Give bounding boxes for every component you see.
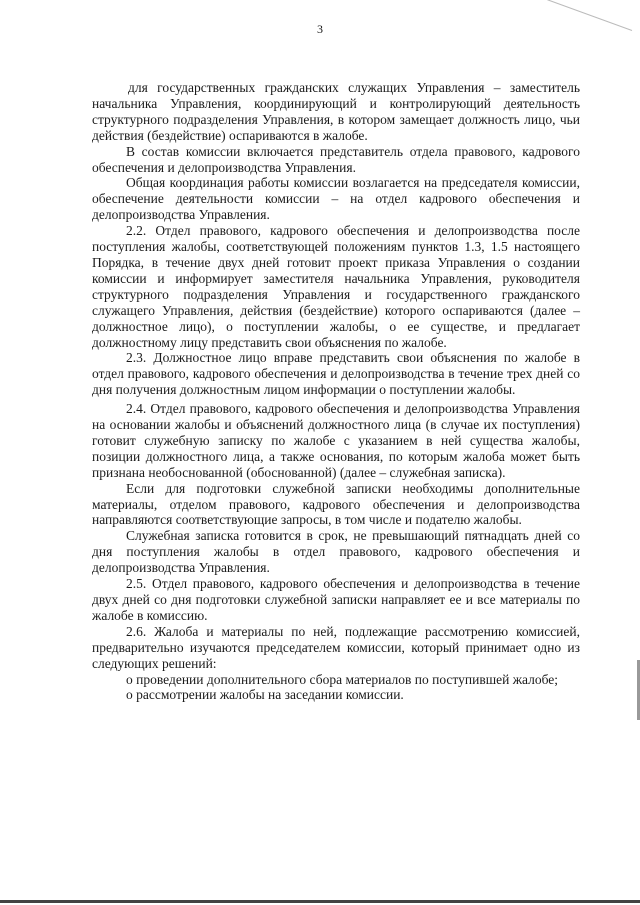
page-number: 3	[317, 22, 323, 36]
paragraph-additional-materials: Если для подготовки служебной записки необходимы дополнительные материалы, отделом правового, кадрового обеспечения и делопроизводства направляются соответствующие запросы, в том числе и подателю жалобы.	[92, 480, 580, 528]
paragraph-2-4: 2.4. Отдел правового, кадрового обеспечения и делопроизводства Управления на основании жалобы и объяснений должностного лица (в случае их поступления) готовит служебную записку по жалобе с указанием в ней существа жалобы, позиции должностного лица, а также основания, по которым жалоба может быть признана необоснованной (обоснованной) (далее – служебная записка).	[92, 401, 580, 480]
paragraph-2: В состав комиссии включается представитель отдела правового, кадрового обеспечения и делопроизводства Управления.	[92, 143, 580, 175]
paragraph-memo-deadline: Служебная записка готовится в срок, не превышающий пятнадцать дней со дня поступления жалобы в отдел правового, кадрового обеспечения и делопроизводства Управления.	[92, 528, 580, 576]
scan-bottom-edge	[0, 900, 640, 903]
paragraph-2-5: 2.5. Отдел правового, кадрового обеспечения и делопроизводства в течение двух дней со дня подготовки служебной записки направляет ее и все материалы по жалобе в комиссию.	[92, 576, 580, 623]
paragraph-2-3: 2.3. Должностное лицо вправе представить свои объяснения по жалобе в отдел правового, кадрового обеспечения и делопроизводства в течение трех дней со дня получения должностным лицом информации о поступлении жалобы.	[92, 350, 580, 398]
paragraph-1: для государственных гражданских служащих Управления – заместитель начальника Управления, координирующий и контролирующий деятельность структурного подразделения Управления, в котором замещает должность лицо, чьи действия (бездействие) оспариваются в жалобе.	[92, 80, 580, 143]
paragraph-2-2: 2.2. Отдел правового, кадрового обеспечения и делопроизводства после поступления жалобы, соответствующей положениям пунктов 1.3, 1.5 настоящего Порядка, в течение двух дней готовит проект приказа Управления о создании комиссии и информирует заместителя начальника Управления, руководителя структурного подразделения Управления и государственного гражданского служащего Управления, действия (бездействие) которого оспариваются (далее – должностное лицо), о поступлении жалобы, о ее существе, и предлагает должностному лицу представить свои объяснения по жалобе.	[92, 223, 580, 350]
paragraph-3: Общая координация работы комиссии возлагается на председателя комиссии, обеспечение деятельности комиссии – на отдел кадрового обеспечения и делопроизводства Управления.	[92, 175, 580, 223]
document-body	[92, 80, 580, 703]
paragraph-2-6: 2.6. Жалоба и материалы по ней, подлежащие рассмотрению комиссией, предварительно изучаются председателем комиссии, который принимает одно из следующих решений:	[92, 623, 580, 671]
decision-option-2: о рассмотрении жалобы на заседании комиссии.	[126, 687, 404, 703]
decision-option-1: о проведении дополнительного сбора материалов по поступившей жалобе;	[126, 671, 559, 687]
